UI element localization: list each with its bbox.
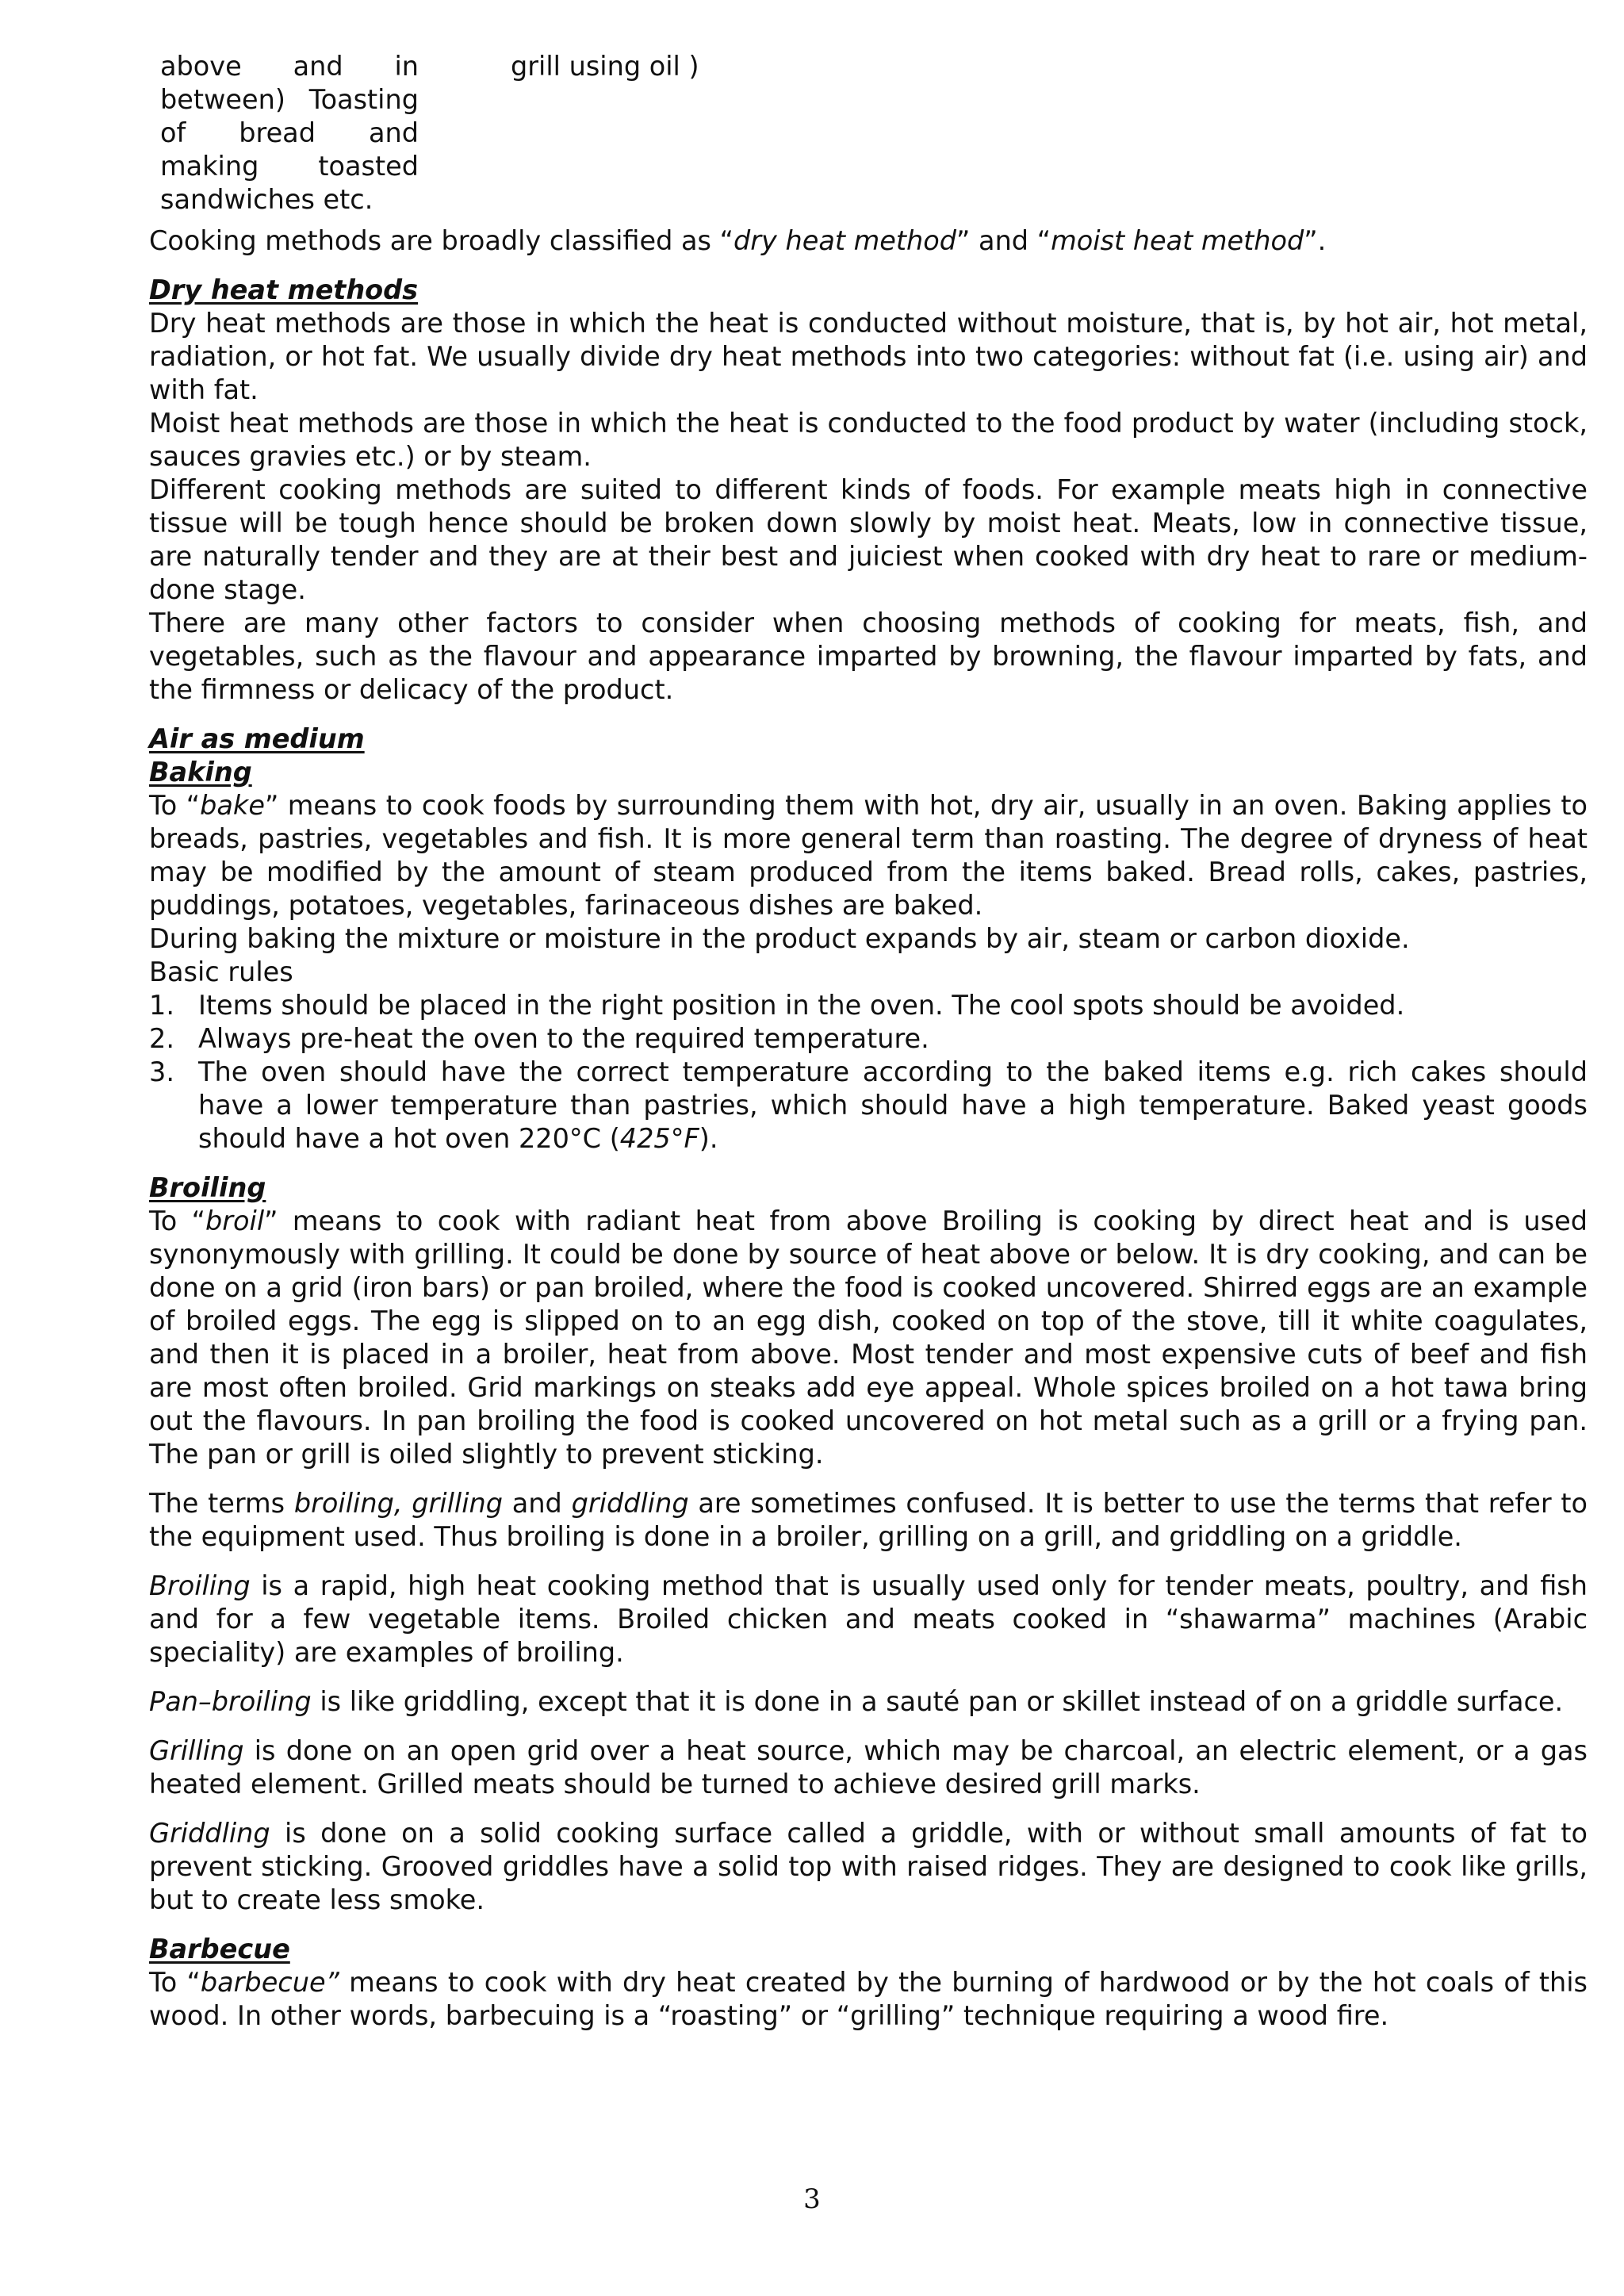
page-number: 3 [803, 2183, 821, 2215]
basic-rules-label: Basic rules [149, 956, 293, 987]
moist-heat-paragraph: Moist heat methods are those in which the heat is conducted to the food product by water (including stock, sauces gravies etc.) or by steam. [149, 408, 1588, 472]
pan-broiling-paragraph: Pan–broiling is like griddling, except that it is done in a sauté pan or skillet instead of on a griddle surface. [149, 1686, 1564, 1717]
intro-term-moist: moist heat method [1051, 225, 1304, 256]
basic-rules-list [149, 989, 1588, 1156]
barbecue-paragraph: To “barbecue” means to cook with dry heat created by the burning of hardwood or by the hot coals of this wood. In other words, barbecuing is a “roasting” or “grilling” technique requiring a wood fire. [149, 1967, 1588, 2031]
barbecue-section [149, 1933, 1588, 2033]
list-item: 1. Items should be placed in the right position in the oven. The cool spots should be avoided. [149, 990, 1405, 1021]
dry-heat-heading: Dry heat methods [149, 274, 419, 305]
baking-heading: Baking [149, 757, 252, 788]
dry-heat-section [149, 274, 1588, 707]
broiling-paragraph: To “broil” means to cook with radiant heat from above Broiling is cooking by direct heat and is used synonymously with grilling. It could be done by source of heat above or below. It is dry cooking, and can be done on a grid (iron bars) or pan broiled, where the food is cooked uncovered. Shirred eggs are an example of broiled eggs. The egg is slipped on to an egg dish, cooked on top of the stove, till it white coagulates, and then it is placed in a broiler, heat from above. Most tender and most expensive cuts of beef and fish are most often broiled. Grid markings on steaks add eye appeal. Whole spices broiled on a hot tawa bring out the flavours. In pan broiling the food is cooked uncovered on hot metal such as a grill or a frying pan. The pan or grill is oiled slightly to prevent sticking. [149, 1205, 1588, 1470]
broiling-heading: Broiling [149, 1172, 266, 1203]
broiling-section [149, 1171, 1588, 1917]
table-cell-left: above and in between) Toasting of bread and making toasted sandwiches etc. [160, 51, 419, 215]
air-medium-heading: Air as medium [149, 723, 365, 754]
grilling-paragraph: Grilling is done on an open grid over a heat source, which may be charcoal, an electric element, or a gas heated element. Grilled meats should be turned to achieve desired grill marks. [149, 1735, 1588, 1800]
dry-heat-paragraph: Dry heat methods are those in which the heat is conducted without moisture, that is, by hot air, hot metal, radiation, or hot fat. We usually divide dry heat methods into two categories: without fat (i.e. using air) and with fat. [149, 308, 1588, 405]
barbecue-heading: Barbecue [149, 1934, 290, 1964]
table-fragment [149, 50, 1588, 217]
methods-suitability-paragraph: Different cooking methods are suited to different kinds of foods. For example meats high in connective tissue will be tough hence should be broken down slowly by moist heat. Meats, low in connective tissue, are naturally tender and they are at their best and juiciest when cooked with dry heat to rare or medium- done stage. [149, 474, 1588, 605]
other-factors-paragraph: There are many other factors to consider when choosing methods of cooking for meats, fish, and vegetables, such as the flavour and appearance imparted by browning, the flavour imparted by fats, and the firmness or delicacy of the product. [149, 608, 1588, 705]
baking-paragraph: To “bake” means to cook foods by surrounding them with hot, dry air, usually in an oven. Baking applies to breads, pastries, vegetables and fish. It is more general term than roasting. The degree of dryness of heat may be modified by the amount of steam produced from the items baked. Bread rolls, cakes, pastries, puddings, potatoes, vegetables, farinaceous dishes are baked. [149, 790, 1588, 921]
table-cell-right: grill using oil ) [511, 51, 699, 82]
intro-paragraph: Cooking methods are broadly classified as “dry heat method” and “moist heat method”. [149, 225, 1327, 256]
terms-confusion-paragraph: The terms broiling, grilling and griddling are sometimes confused. It is better to use the terms that refer to the equipment used. Thus broiling is done in a broiler, grilling on a grill, and griddling on a griddle. [149, 1488, 1588, 1552]
griddling-paragraph: Griddling is done on a solid cooking surface called a griddle, with or without small amounts of fat to prevent sticking. Grooved griddles have a solid top with raised ridges. They are designed to cook like grills, but to create less smoke. [149, 1818, 1588, 1915]
list-item: 3. The oven should have the correct temperature according to the baked items e.g. rich cakes should have a lower temperature than pastries, which should have a high temperature. Baked yeast goods should have a hot oven 220°C (425°F). [149, 1056, 1588, 1154]
page-content [149, 50, 1588, 2033]
list-item: 2. Always pre-heat the oven to the required temperature. [149, 1023, 929, 1054]
broiling-definition-paragraph: Broiling is a rapid, high heat cooking method that is usually used only for tender meats, poultry, and fish and for a few vegetable items. Broiled chicken and meats cooked in “shawarma” machines (Arabic speciality) are examples of broiling. [149, 1570, 1588, 1668]
intro-term-dry: dry heat method [733, 225, 957, 256]
air-medium-section [149, 723, 1588, 1156]
baking-expansion-paragraph: During baking the mixture or moisture in the product expands by air, steam or carbon dioxide. [149, 923, 1410, 954]
